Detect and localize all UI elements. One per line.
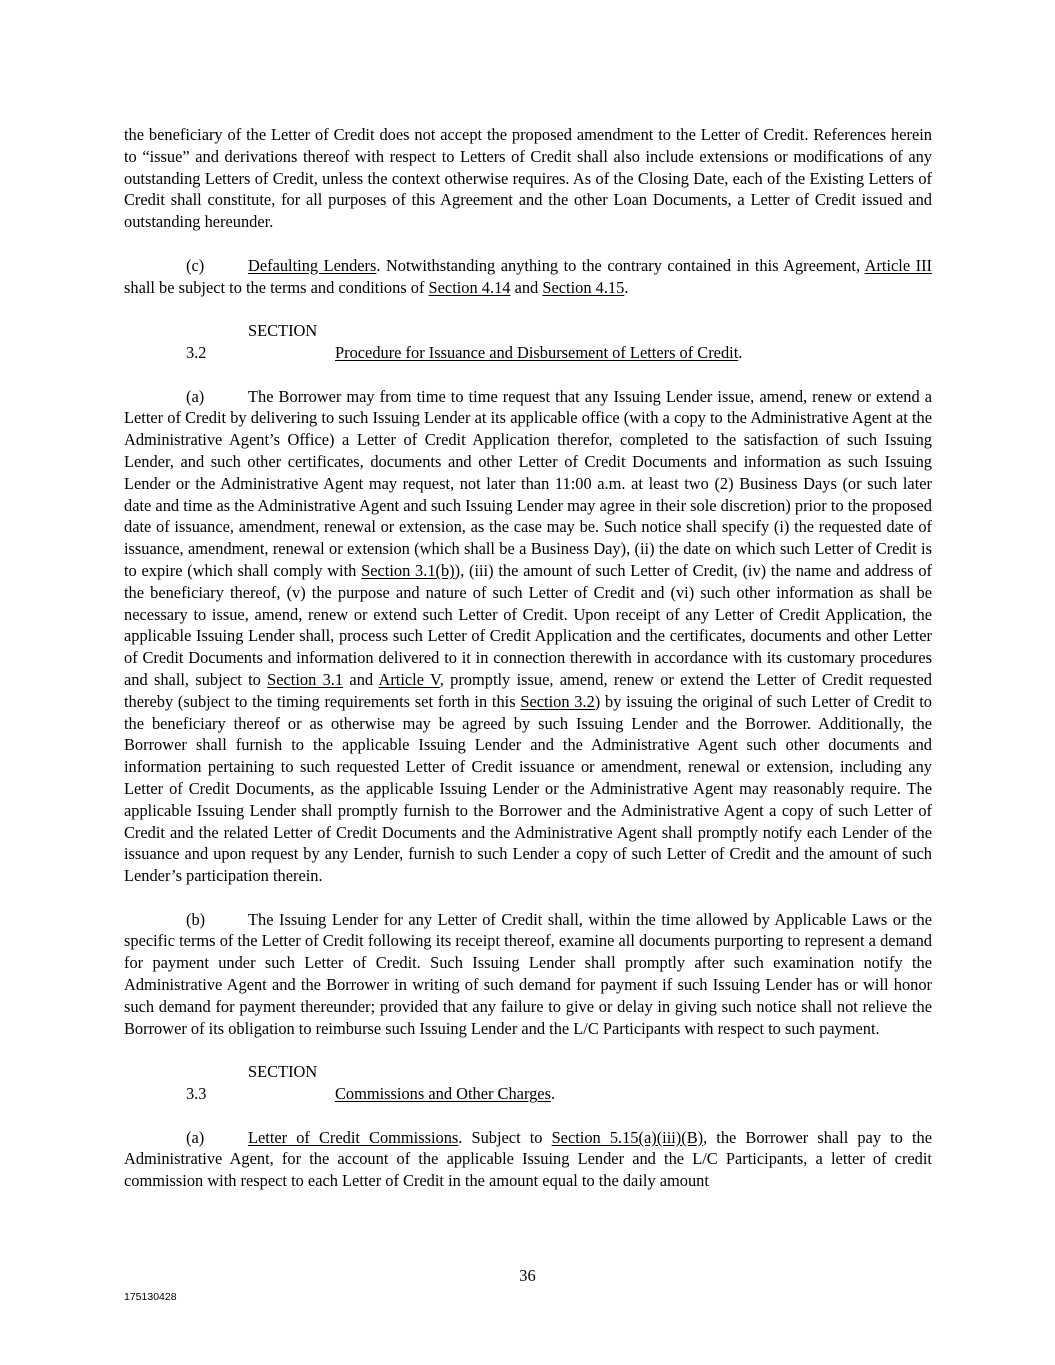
page-number: 36: [519, 1266, 536, 1285]
section-3-2-heading: SECTION 3.2 Procedure for Issuance and Disbursement of Letters of Credit.: [186, 321, 743, 362]
document-body: [124, 124, 932, 1192]
cross-reference: Article V: [378, 669, 440, 689]
section-number: SECTION 3.2: [186, 321, 318, 362]
section-number: SECTION 3.3: [186, 1062, 318, 1104]
document-id: 175130428: [124, 1291, 177, 1303]
paragraph-text: the beneficiary of the Letter of Credit does not accept the proposed amendment to the Letter of Credit. References herein to “issue” and derivations thereof with respect to Letters of Credit shall also include extensions or modifications of any outstanding Letters of Credit, unless the context otherwise requires. As of the Closing Date, each of the Existing Letters of Credit shall constitute, for all purposes of this Agreement and the other Loan Documents, a Letter of Credit issued and outstanding hereunder.: [124, 125, 932, 232]
paragraph-label: (a): [186, 1127, 205, 1147]
paragraph-continuation: [124, 124, 932, 233]
paragraph-heading: Defaulting Lenders: [248, 255, 377, 275]
paragraph-3-2-b: (b) The Issuing Lender for any Letter of Credit shall, within the time allowed by Applicable Laws or the specific terms of the Letter of Credit following its receipt thereof, examine all documents purporting to represent a demand for payment under such Letter of Credit. Such Issuing Lender shall promptly after such examination notify the Administrative Agent and the Borrower in writing of such demand for payment if such Issuing Lender has or will honor such demand for payment thereunder; provided that any failure to give or delay in giving such notice shall not relieve the Borrower of its obligation to reimburse such Issuing Lender and the L/C Participants with respect to such payment.: [124, 909, 932, 1038]
section-3-3-heading: SECTION 3.3 Commissions and Other Charges.: [186, 1062, 556, 1104]
section-title: Procedure for Issuance and Disbursement of Letters of Credit: [335, 342, 739, 362]
cross-reference: Section 5.15(a)(iii)(B): [551, 1127, 704, 1147]
paragraph-3-3-a: (a) Letter of Credit Commissions. Subject to Section 5.15(a)(iii)(B), the Borrower shall pay to the Administrative Agent, for the account of the applicable Issuing Lender and the L/C Participants, a letter of credit commission with respect to each Letter of Credit in the amount equal to the daily amount: [124, 1127, 932, 1191]
paragraph-label: (a): [186, 386, 205, 406]
cross-reference: Section 3.2: [520, 691, 595, 711]
section-title: Commissions and Other Charges: [335, 1084, 551, 1104]
paragraph-label: (b): [186, 909, 206, 929]
cross-reference: Article III: [864, 255, 932, 275]
cross-reference: Section 4.15: [542, 277, 625, 297]
cross-reference: Section 3.1: [267, 669, 344, 689]
cross-reference: Section 3.1(b): [361, 560, 455, 580]
paragraph-heading: Letter of Credit Commissions: [248, 1127, 459, 1147]
paragraph-3-1-c: (c) Defaulting Lenders. Notwithstanding anything to the contrary contained in this Agreement, Article III shall be subject to the terms and conditions of Section 4.14 and Section 4.15.: [124, 255, 932, 297]
cross-reference: Section 4.14: [428, 277, 511, 297]
paragraph-label: (c): [186, 255, 205, 275]
paragraph-3-2-a: (a) The Borrower may from time to time request that any Issuing Lender issue, amend, renew or extend a Letter of Credit by delivering to such Issuing Lender at its applicable office (with a copy to the Administrative Agent at the Administrative Agent’s Office) a Letter of Credit Application therefor, completed to the satisfaction of such Issuing Lender, and such other certificates, documents and other Letter of Credit Documents and information as such Issuing Lender or the Administrative Agent may request, not later than 11:00 a.m. at least two (2) Business Days (or such later date and time as the Administrative Agent and such Issuing Lender may agree in their sole discretion) prior to the proposed date of issuance, amendment, renewal or extension, as the case may be. Such notice shall specify (i) the requested date of issuance, amendment, renewal or extension (which shall be a Business Day), (ii) the date on which such Letter of Credit is to expire (which shall comply with Section 3.1(b)), (iii) the amount of such Letter of Credit, (iv) the name and address of the beneficiary thereof, (v) the purpose and nature of such Letter of Credit and (vi) such other information as shall be necessary to issue, amend, renew or extend such Letter of Credit. Upon receipt of any Letter of Credit Application, the applicable Issuing Lender shall, process such Letter of Credit Application and the certificates, documents and other Letter of Credit Documents and information delivered to it in connection therewith in accordance with its customary procedures and shall, subject to Section 3.1 and Article V, promptly issue, amend, renew or extend the Letter of Credit requested thereby (subject to the timing requirements set forth in this Section 3.2) by issuing the original of such Letter of Credit to the beneficiary thereof or as otherwise may be agreed by such Issuing Lender and the Borrower. Additionally, the Borrower shall furnish to the applicable Issuing Lender and the Administrative Agent such other documents and information pertaining to such requested Letter of Credit issuance or amendment, renewal or extension, including any Letter of Credit Documents, as the applicable Issuing Lender or the Administrative Agent may reasonably require. The applicable Issuing Lender shall promptly furnish to the Borrower and the Administrative Agent a copy of such Letter of Credit and the related Letter of Credit Documents and the Administrative Agent shall promptly notify each Lender of the issuance and upon request by any Lender, furnish to such Lender a copy of such Letter of Credit and the amount of such Lender’s participation therein.: [124, 386, 932, 886]
